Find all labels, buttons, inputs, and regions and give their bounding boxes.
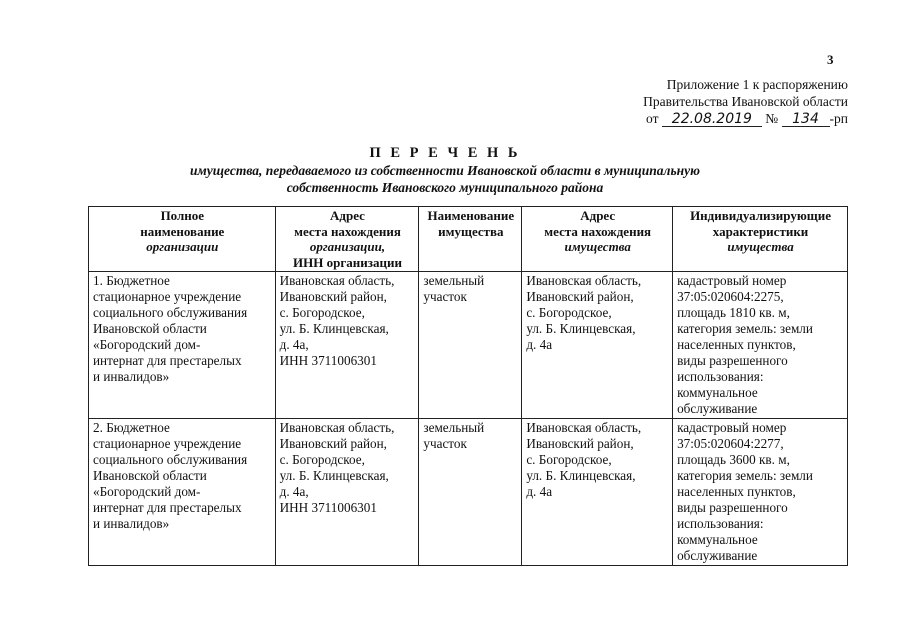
cell-property-name: земельный участок — [419, 272, 522, 419]
cell-org-address: Ивановская область, Ивановский район, с. Богородское, ул. Б. Клинцевская, д. 4а, ИНН 3711006301 — [275, 272, 419, 419]
title-main: П Е Р Е Ч Е Н Ь — [369, 145, 521, 161]
from-prefix: от — [646, 111, 659, 126]
appendix-line-2: Правительства Ивановской области — [643, 94, 848, 109]
header-org-address: Адрес места нахождения организации, ИНН организации — [275, 207, 419, 272]
page-number: 3 — [827, 52, 834, 67]
document-title — [120, 144, 770, 196]
handwritten-number: 134 — [782, 112, 830, 127]
appendix-date-line — [588, 110, 848, 127]
appendix-line-1: Приложение 1 к распоряжению — [666, 77, 848, 92]
title-line-3: собственность Ивановского муниципального района — [286, 180, 604, 195]
header-property-name: Наименование имущества — [419, 207, 522, 272]
header-org-name: Полное наименование организации — [89, 207, 276, 272]
table-row — [89, 272, 848, 419]
table-row — [89, 419, 848, 566]
cell-characteristics: кадастровый номер 37:05:020604:2275, площадь 1810 кв. м, категория земель: земли населенных пунктов, виды разрешенного использования: коммунальное обслуживание — [673, 272, 848, 419]
appendix-header — [588, 76, 848, 127]
cell-org-address: Ивановская область, Ивановский район, с. Богородское, ул. Б. Клинцевская, д. 4а, ИНН 3711006301 — [275, 419, 419, 566]
cell-property-name: земельный участок — [419, 419, 522, 566]
number-suffix: -рп — [829, 111, 848, 126]
header-characteristics: Индивидуализирующие характеристики имущества — [673, 207, 848, 272]
cell-org-name: 1. Бюджетное стационарное учреждение социального обслуживания Ивановской области «Богородский дом- интернат для престарелых и инвалидов» — [89, 272, 276, 419]
cell-property-address: Ивановская область, Ивановский район, с. Богородское, ул. Б. Клинцевская, д. 4а — [522, 272, 673, 419]
table-header-row — [89, 207, 848, 272]
title-line-2: имущества, передаваемого из собственности Ивановской области в муниципальную — [190, 163, 700, 178]
property-table — [88, 206, 848, 566]
cell-characteristics: кадастровый номер 37:05:020604:2277, площадь 3600 кв. м, категория земель: земли населенных пунктов, виды разрешенного использования: коммунальное обслуживание — [673, 419, 848, 566]
header-property-address: Адрес места нахождения имущества — [522, 207, 673, 272]
cell-property-address: Ивановская область, Ивановский район, с. Богородское, ул. Б. Клинцевская, д. 4а — [522, 419, 673, 566]
cell-org-name: 2. Бюджетное стационарное учреждение социального обслуживания Ивановской области «Богородский дом- интернат для престарелых и инвалидов» — [89, 419, 276, 566]
handwritten-date: 22.08.2019 — [662, 112, 762, 127]
number-sign: № — [765, 111, 779, 126]
